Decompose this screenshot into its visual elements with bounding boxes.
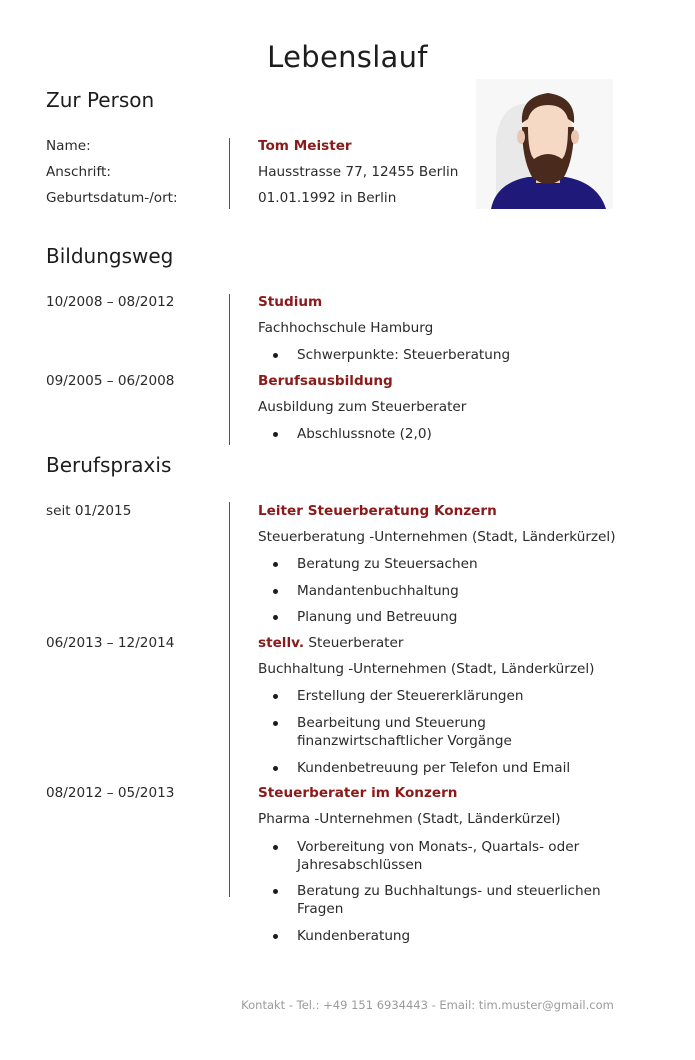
education-bullet: Abschlussnote (2,0)	[258, 425, 618, 443]
education-institution: Fachhochschule Hamburg	[258, 320, 434, 336]
bullet-dot	[273, 562, 278, 567]
experience-period: 06/2013 – 12/2014	[46, 635, 175, 651]
education-bullet: Schwerpunkte: Steuerberatung	[258, 346, 618, 364]
experience-bullet: Beratung zu Steuersachen	[258, 555, 618, 573]
label-birth: Geburtsdatum-/ort:	[46, 190, 178, 206]
education-institution: Ausbildung zum Steuerberater	[258, 399, 467, 415]
bullet-dot	[273, 934, 278, 939]
experience-period: 08/2012 – 05/2013	[46, 785, 175, 801]
bullet-dot	[273, 721, 278, 726]
profile-photo	[476, 79, 613, 209]
document-title: Lebenslauf	[267, 40, 428, 74]
education-period: 09/2005 – 06/2008	[46, 373, 175, 389]
experience-title-line	[258, 785, 457, 801]
education-title: Studium	[258, 294, 323, 310]
experience-bullet: Bearbeitung und Steuerung finanzwirtschaftlicher Vorgänge	[258, 714, 618, 750]
experience-bullet: Erstellung der Steuererklärungen	[258, 687, 618, 705]
bullet-dot	[273, 889, 278, 894]
education-period: 10/2008 – 08/2012	[46, 294, 175, 310]
section-heading-education: Bildungsweg	[46, 244, 174, 268]
experience-company: Buchhaltung -Unternehmen (Stadt, Länderkürzel)	[258, 661, 595, 677]
label-name: Name:	[46, 138, 91, 154]
experience-title: Leiter Steuerberatung Konzern	[258, 503, 497, 519]
experience-bullet: Mandantenbuchhaltung	[258, 582, 618, 600]
experience-company: Pharma -Unternehmen (Stadt, Länderkürzel)	[258, 811, 561, 827]
experience-title-line	[258, 635, 403, 651]
experience-title-rest: Steuerberater	[304, 635, 404, 651]
section-heading-personal: Zur Person	[46, 88, 155, 112]
bullet-dot	[273, 845, 278, 850]
experience-bullet: Vorbereitung von Monats-, Quartals- oder Jahresabschlüssen	[258, 838, 618, 874]
value-birth: 01.01.1992 in Berlin	[258, 190, 397, 206]
experience-bullet: Kundenbetreuung per Telefon und Email	[258, 759, 618, 777]
footer-contact: Kontakt - Tel.: +49 151 6934443 - Email: tim.muster@gmail.com	[241, 998, 614, 1012]
bullet-dot	[273, 432, 278, 437]
education-divider	[229, 294, 230, 445]
experience-title: Steuerberater im Konzern	[258, 785, 458, 801]
experience-title: stellv.	[258, 635, 305, 651]
experience-company: Steuerberatung -Unternehmen (Stadt, Länderkürzel)	[258, 529, 616, 545]
personal-divider	[229, 138, 230, 209]
label-address: Anschrift:	[46, 164, 111, 180]
experience-period: seit 01/2015	[46, 503, 132, 519]
bullet-dot	[273, 615, 278, 620]
experience-title-line	[258, 503, 497, 519]
experience-bullet: Beratung zu Buchhaltungs- und steuerlichen Fragen	[258, 882, 618, 918]
bullet-dot	[273, 589, 278, 594]
experience-divider	[229, 502, 230, 897]
education-title: Berufsausbildung	[258, 373, 393, 389]
bullet-dot	[273, 766, 278, 771]
bullet-dot	[273, 694, 278, 699]
experience-bullet: Planung und Betreuung	[258, 608, 618, 626]
section-heading-experience: Berufspraxis	[46, 453, 172, 477]
experience-bullet: Kundenberatung	[258, 927, 618, 945]
bullet-dot	[273, 353, 278, 358]
value-name: Tom Meister	[258, 138, 352, 154]
value-address: Hausstrasse 77, 12455 Berlin	[258, 164, 459, 180]
